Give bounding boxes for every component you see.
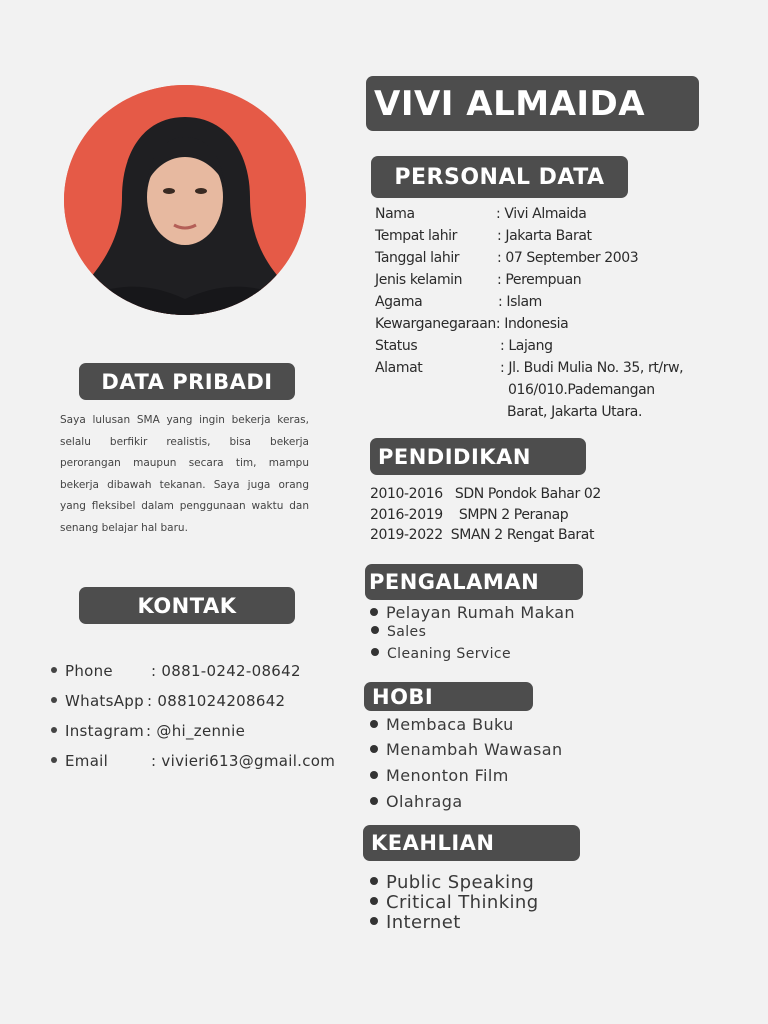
hobi-heading: HOBI	[364, 682, 533, 711]
personal-label: Nama	[375, 206, 415, 222]
personal-row-kewarganegaraan	[375, 316, 568, 332]
experience-item	[371, 624, 426, 640]
personal-label: Tanggal lahir	[375, 250, 460, 266]
address-line-2: 016/010.Pademangan	[508, 382, 655, 398]
personal-row-nama	[375, 206, 587, 222]
education-text: 2010-2016 SDN Pondok Bahar 02	[370, 486, 601, 502]
contact-whatsapp	[51, 692, 286, 710]
education-item	[370, 507, 568, 523]
contact-email	[51, 752, 336, 770]
personal-label: Kewarganegaraan	[375, 316, 496, 332]
education-item	[370, 486, 601, 502]
name-heading: VIVI ALMAIDA	[366, 76, 699, 131]
personal-row-tanggal-lahir	[375, 250, 639, 266]
bullet-icon	[370, 877, 378, 885]
personal-value: : Jl. Budi Mulia No. 35, rt/rw,	[500, 360, 684, 376]
keahlian-heading: KEAHLIAN	[363, 825, 580, 861]
bullet-icon	[370, 917, 378, 925]
personal-label: Tempat lahir	[375, 228, 458, 244]
skill-text: Public Speaking	[386, 872, 535, 893]
personal-value: : 07 September 2003	[497, 250, 639, 266]
about-text: Saya lulusan SMA yang ingin bekerja keras, selalu berfikir realistis, bisa bekerja perorangan maupun secara tim, mampu bekerja dibawah tekanan. Saya juga orang yang fleksibel dalam penggunaan waktu dan senang belajar hal baru.	[60, 414, 309, 534]
contact-phone	[51, 662, 301, 680]
bullet-icon	[370, 745, 378, 753]
bullet-icon	[51, 757, 57, 763]
personal-row-tempat-lahir	[375, 228, 592, 244]
personal-value: : Indonesia	[495, 316, 569, 332]
personal-row-status	[375, 338, 553, 354]
education-text: 2019-2022 SMAN 2 Rengat Barat	[370, 527, 595, 543]
hobby-item	[370, 792, 463, 811]
bullet-icon	[371, 648, 379, 656]
hobby-text: Menambah Wawasan	[386, 740, 563, 759]
bullet-icon	[371, 626, 379, 634]
bullet-icon	[51, 667, 57, 673]
pendidikan-heading: PENDIDIKAN	[370, 438, 586, 475]
experience-text: Sales	[387, 624, 427, 640]
personal-row-alamat	[375, 360, 684, 376]
education-item	[370, 527, 594, 543]
experience-text: Cleaning Service	[387, 646, 511, 662]
data-pribadi-heading: DATA PRIBADI	[79, 363, 295, 400]
hobby-item	[370, 715, 514, 734]
bullet-icon	[51, 727, 57, 733]
personal-row-agama	[375, 294, 542, 310]
personal-value: : Lajang	[500, 338, 553, 354]
experience-item	[371, 646, 511, 662]
experience-text: Pelayan Rumah Makan	[386, 603, 575, 622]
bullet-icon	[370, 720, 378, 728]
personal-label: Alamat	[375, 360, 423, 376]
personal-value: : Vivi Almaida	[496, 206, 587, 222]
personal-value: : Islam	[498, 294, 542, 310]
personal-row-jenis-kelamin	[375, 272, 582, 288]
contact-value: : @hi_zennie	[146, 722, 246, 740]
personal-data-heading: PERSONAL DATA	[371, 156, 628, 198]
hobby-text: Olahraga	[386, 792, 463, 811]
personal-value: : Jakarta Barat	[497, 228, 592, 244]
education-text: 2016-2019 SMPN 2 Peranap	[370, 507, 569, 523]
personal-label: Agama	[375, 294, 423, 310]
personal-value: : Perempuan	[497, 272, 582, 288]
contact-instagram	[51, 722, 246, 740]
skill-item	[370, 912, 461, 933]
contact-label: Email	[65, 752, 109, 770]
experience-item	[370, 603, 575, 622]
hobby-text: Membaca Buku	[386, 715, 514, 734]
bullet-icon	[370, 771, 378, 779]
address-line-3: Barat, Jakarta Utara.	[507, 404, 643, 420]
bullet-icon	[51, 697, 57, 703]
kontak-heading: KONTAK	[79, 587, 295, 624]
hobby-item	[370, 740, 563, 759]
bullet-icon	[370, 897, 378, 905]
skill-text: Critical Thinking	[386, 892, 539, 913]
profile-photo	[64, 85, 306, 315]
contact-value: : 0881024208642	[147, 692, 286, 710]
contact-label: Instagram	[65, 722, 145, 740]
hobby-text: Menonton Film	[386, 766, 509, 785]
personal-label: Jenis kelamin	[375, 272, 463, 288]
hobby-item	[370, 766, 509, 785]
contact-label: Phone	[65, 662, 113, 680]
bullet-icon	[370, 608, 378, 616]
skill-text: Internet	[386, 912, 461, 933]
personal-label: Status	[375, 338, 418, 354]
contact-label: WhatsApp	[65, 692, 144, 710]
bullet-icon	[370, 797, 378, 805]
contact-value: : vivieri613@gmail.com	[151, 752, 336, 770]
skill-item	[370, 892, 539, 913]
portrait-image	[64, 85, 306, 315]
contact-value: : 0881-0242-08642	[151, 662, 301, 680]
skill-item	[370, 872, 534, 893]
pengalaman-heading: PENGALAMAN	[365, 564, 583, 600]
